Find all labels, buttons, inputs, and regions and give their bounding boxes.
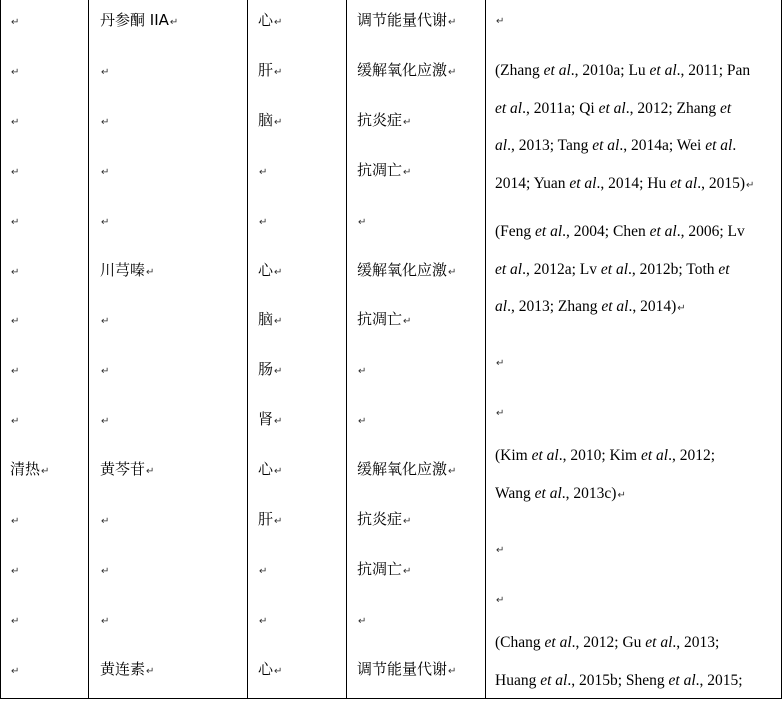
citation-line: et al., 2012a; Lv et al., 2012b; Toth et xyxy=(495,260,730,278)
paragraph-mark-icon: ↵ xyxy=(101,565,110,577)
compound-cell xyxy=(100,459,154,482)
paragraph-mark-icon: ↵ xyxy=(41,466,50,478)
organ-cell xyxy=(258,509,282,532)
mechanism-cell xyxy=(357,110,411,133)
organ-cell xyxy=(258,559,267,582)
paragraph-mark-icon: ↵ xyxy=(496,358,505,369)
reference-citation xyxy=(495,437,773,514)
cell-text: 抗凋亡 xyxy=(357,310,403,329)
mechanism-cell xyxy=(357,160,411,183)
paragraph-mark-icon: ↵ xyxy=(274,366,283,378)
paragraph-mark-icon: ↵ xyxy=(11,66,20,78)
paragraph-mark-icon: ↵ xyxy=(358,366,367,378)
paragraph-mark-icon: ↵ xyxy=(11,316,20,328)
paragraph-mark-icon: ↵ xyxy=(274,466,283,478)
citation-line: (Feng et al., 2004; Chen et al., 2006; Lv xyxy=(495,223,745,240)
category-cell xyxy=(10,60,19,83)
compound-cell xyxy=(100,659,154,682)
compound-cell xyxy=(100,210,109,233)
paragraph-mark-icon: ↵ xyxy=(358,416,367,428)
mechanism-cell xyxy=(357,359,366,382)
paragraph-mark-icon: ↵ xyxy=(11,516,20,527)
mechanism-cell xyxy=(357,609,366,632)
cell-text: 黄芩苷 xyxy=(100,460,146,479)
table-border-left xyxy=(0,0,1,699)
column-divider xyxy=(247,0,248,699)
cell-text: 心 xyxy=(258,460,274,479)
cell-text: 黄连素 xyxy=(100,659,146,678)
compound-cell xyxy=(100,409,109,432)
compound-cell xyxy=(100,110,109,133)
paragraph-mark-icon: ↵ xyxy=(358,216,367,228)
paragraph-mark-icon: ↵ xyxy=(11,166,20,178)
paragraph-mark-icon: ↵ xyxy=(403,116,412,128)
paragraph-mark-icon: ↵ xyxy=(101,516,110,527)
citation-line: Wang et al., 2013c)↵ xyxy=(495,484,626,502)
mechanism-cell xyxy=(357,459,456,482)
paragraph-mark-icon: ↵ xyxy=(146,466,155,478)
citation-line: (Chang et al., 2012; Gu et al., 2013; xyxy=(495,634,720,651)
paragraph-mark-icon: ↵ xyxy=(448,665,457,677)
paragraph-mark-icon: ↵ xyxy=(101,416,110,428)
cell-text: 心 xyxy=(258,260,274,279)
reference-citation xyxy=(495,213,773,328)
mechanism-cell xyxy=(357,260,456,283)
paragraph-mark-icon: ↵ xyxy=(677,303,686,314)
reference-citation xyxy=(495,624,773,699)
cell-text: 抗凋亡 xyxy=(357,559,403,578)
paragraph-mark-icon: ↵ xyxy=(11,665,20,677)
column-divider xyxy=(88,0,89,699)
cell-text: 川芎嗪 xyxy=(100,260,146,279)
paragraph-mark-icon: ↵ xyxy=(146,665,155,677)
compound-cell xyxy=(100,309,109,332)
cell-text: 肝 xyxy=(258,60,274,79)
organ-cell xyxy=(258,260,282,283)
compound-cell xyxy=(100,359,109,382)
paragraph-mark-icon: ↵ xyxy=(259,565,268,577)
category-cell xyxy=(10,659,19,682)
paragraph-mark-icon: ↵ xyxy=(101,66,110,78)
organ-cell xyxy=(258,110,282,133)
paragraph-mark-icon: ↵ xyxy=(448,17,457,28)
paragraph-mark-icon: ↵ xyxy=(403,565,412,577)
paragraph-mark-icon: ↵ xyxy=(274,116,283,128)
cell-text: 抗凋亡 xyxy=(357,160,403,179)
paragraph-mark-icon: ↵ xyxy=(11,416,20,428)
paragraph-mark-icon: ↵ xyxy=(101,366,110,378)
paragraph-mark-icon: ↵ xyxy=(11,216,20,228)
paragraph-mark-icon: ↵ xyxy=(11,116,20,128)
cell-text: 肝 xyxy=(258,510,274,528)
compound-cell xyxy=(100,160,109,183)
paragraph-mark-icon: ↵ xyxy=(274,316,283,328)
paragraph-mark-icon: ↵ xyxy=(274,665,283,677)
mechanism-cell xyxy=(357,309,411,332)
compound-cell xyxy=(100,60,109,83)
cell-text: 脑 xyxy=(258,110,274,129)
organ-cell xyxy=(258,459,282,482)
category-cell xyxy=(10,210,19,233)
paragraph-mark-icon: ↵ xyxy=(11,565,20,577)
category-cell xyxy=(10,559,19,582)
citation-line: et al., 2011a; Qi et al., 2012; Zhang et xyxy=(495,99,732,117)
organ-cell xyxy=(258,659,282,682)
paragraph-mark-icon: ↵ xyxy=(146,266,155,278)
cell-text: 肾 xyxy=(258,410,274,429)
category-cell xyxy=(10,309,19,332)
paragraph-mark-icon: ↵ xyxy=(274,416,283,428)
cell-text: 肠 xyxy=(258,360,274,379)
paragraph-mark-icon: ↵ xyxy=(746,179,755,191)
category-cell xyxy=(10,160,19,183)
cell-text: 抗炎症 xyxy=(357,110,403,129)
paragraph-mark-icon: ↵ xyxy=(496,595,505,606)
column-divider xyxy=(346,0,347,699)
paragraph-mark-icon: ↵ xyxy=(11,615,20,627)
paragraph-mark-icon: ↵ xyxy=(274,17,283,28)
cell-text: 调节能量代谢 xyxy=(357,11,448,29)
paragraph-mark-icon: ↵ xyxy=(169,17,179,28)
citation-line: al., 2013; Zhang et al., 2014)↵ xyxy=(495,298,686,315)
mechanism-cell xyxy=(357,210,366,233)
category-cell xyxy=(10,459,49,482)
compound-cell xyxy=(100,609,109,632)
reference-citation xyxy=(495,52,773,204)
compound-cell xyxy=(100,260,154,283)
category-cell xyxy=(10,110,19,133)
cell-text: 心 xyxy=(258,659,274,678)
paragraph-mark-icon: ↵ xyxy=(448,466,457,478)
paragraph-mark-icon: ↵ xyxy=(259,615,268,627)
compound-cell xyxy=(100,559,109,582)
paragraph-mark-icon: ↵ xyxy=(496,16,505,27)
paragraph-mark-icon: ↵ xyxy=(358,615,367,627)
organ-cell xyxy=(258,160,267,183)
organ-cell xyxy=(258,10,282,33)
mechanism-cell xyxy=(357,409,366,432)
paragraph-mark-icon: ↵ xyxy=(274,66,283,78)
paragraph-mark-icon: ↵ xyxy=(11,17,20,28)
paragraph-mark-icon: ↵ xyxy=(448,66,457,78)
cell-text: 缓解氧化应激 xyxy=(357,60,448,79)
organ-cell xyxy=(258,210,267,233)
paragraph-mark-icon: ↵ xyxy=(274,266,283,278)
paragraph-mark-icon: ↵ xyxy=(259,216,268,228)
cell-text: 心 xyxy=(258,11,274,29)
cell-text: 丹参酮 IIA xyxy=(100,11,169,29)
mechanism-cell xyxy=(357,60,456,83)
cell-text: 脑 xyxy=(258,310,274,329)
paragraph-mark-icon: ↵ xyxy=(403,316,412,328)
paragraph-mark-icon: ↵ xyxy=(448,266,457,278)
organ-cell xyxy=(258,609,267,632)
paragraph-mark-icon: ↵ xyxy=(617,489,626,501)
cell-text: 缓解氧化应激 xyxy=(357,460,448,479)
mechanism-cell xyxy=(357,559,411,582)
paragraph-mark-icon: ↵ xyxy=(496,408,505,419)
paragraph-mark-icon: ↵ xyxy=(496,545,505,556)
citation-line: 2014; Yuan et al., 2014; Hu et al., 2015)↵ xyxy=(495,174,755,192)
paragraph-mark-icon: ↵ xyxy=(259,166,268,178)
column-divider xyxy=(485,0,486,699)
paragraph-mark-icon: ↵ xyxy=(403,516,412,527)
cell-text: 缓解氧化应激 xyxy=(357,260,448,279)
citation-line: al., 2013; Tang et al., 2014a; Wei et al. xyxy=(495,137,737,154)
paragraph-mark-icon: ↵ xyxy=(11,266,20,278)
cell-text: 调节能量代谢 xyxy=(357,659,448,678)
paragraph-mark-icon: ↵ xyxy=(11,366,20,378)
category-cell xyxy=(10,260,19,283)
cell-text: 抗炎症 xyxy=(357,510,403,528)
category-cell xyxy=(10,609,19,632)
paragraph-mark-icon: ↵ xyxy=(101,166,110,178)
paragraph-mark-icon: ↵ xyxy=(101,216,110,228)
organ-cell xyxy=(258,309,282,332)
compound-cell xyxy=(100,509,109,532)
paragraph-mark-icon: ↵ xyxy=(101,116,110,128)
category-cell xyxy=(10,10,19,33)
category-cell xyxy=(10,509,19,532)
mechanism-cell xyxy=(357,509,411,532)
citation-line: (Kim et al., 2010; Kim et al., 2012; xyxy=(495,447,716,464)
organ-cell xyxy=(258,60,282,83)
organ-cell xyxy=(258,409,282,432)
citation-line: (Zhang et al., 2010a; Lu et al., 2011; Pan xyxy=(495,62,751,79)
compound-cell xyxy=(100,10,178,33)
paragraph-mark-icon: ↵ xyxy=(101,316,110,328)
paragraph-mark-icon: ↵ xyxy=(101,615,110,627)
organ-cell xyxy=(258,359,282,382)
category-cell xyxy=(10,359,19,382)
table-border-right xyxy=(781,0,782,699)
category-cell xyxy=(10,409,19,432)
paragraph-mark-icon: ↵ xyxy=(274,516,283,527)
cell-text: 清热 xyxy=(10,460,41,479)
mechanism-cell xyxy=(357,659,456,682)
paragraph-mark-icon: ↵ xyxy=(403,166,412,178)
mechanism-cell xyxy=(357,10,456,33)
citation-line: Huang et al., 2015b; Sheng et al., 2015; xyxy=(495,671,743,689)
